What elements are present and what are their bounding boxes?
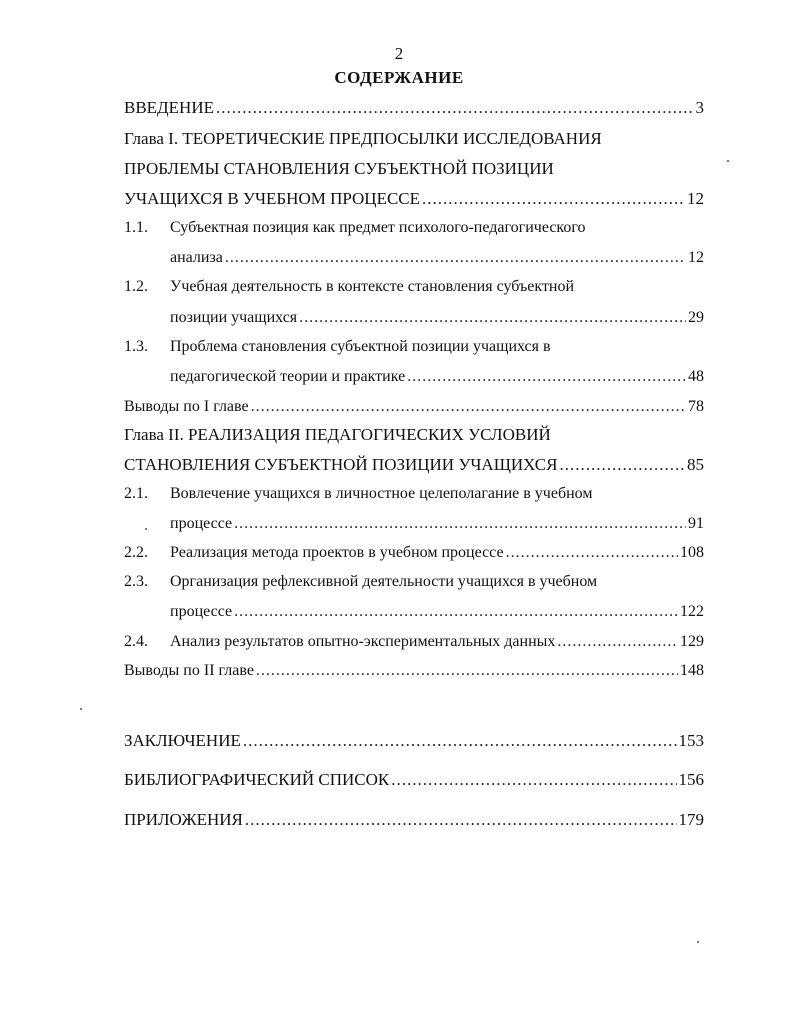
section-number: 1.1.: [124, 219, 148, 236]
toc-entry-appendix[interactable]: [124, 810, 704, 834]
dot-leader: [391, 770, 676, 790]
dot-leader: [256, 662, 678, 680]
toc-page-number: 129: [680, 633, 704, 650]
dot-leader: [506, 544, 678, 562]
toc-chapter1-line3[interactable]: [124, 189, 704, 213]
section-number: 2.4.: [124, 633, 148, 650]
scan-speck: [80, 708, 82, 710]
toc-entry-text: ЗАКЛЮЧЕНИЕ: [124, 731, 241, 750]
toc-entry-text: Учебная деятельность в контексте становления субъектной: [170, 278, 575, 295]
dot-leader: [245, 810, 677, 830]
dot-leader: [243, 731, 677, 751]
dot-leader: [234, 603, 678, 621]
toc-entry-text: Организация рефлексивной деятельности учащихся в учебном: [170, 573, 598, 590]
dot-leader: [216, 98, 694, 118]
toc-section-2-4[interactable]: [124, 633, 704, 657]
toc-entry-text: Выводы по II главе: [124, 662, 254, 679]
toc-page-number: 108: [680, 544, 704, 561]
toc-chapter1-line1[interactable]: Глава I. ТЕОРЕТИЧЕСКИЕ ПРЕДПОСЫЛКИ ИССЛЕДОВАНИЯ: [124, 129, 602, 148]
toc-entry-text: БИБЛИОГРАФИЧЕСКИЙ СПИСОК: [124, 770, 390, 789]
toc-section-2-2[interactable]: [124, 544, 704, 568]
section-number: 2.1.: [124, 485, 148, 502]
toc-section-2-1-line1[interactable]: [124, 485, 704, 509]
toc-page-number: 156: [678, 770, 704, 789]
page-title: СОДЕРЖАНИЕ: [334, 68, 464, 87]
toc-section-2-3-line2[interactable]: [124, 603, 704, 627]
toc-entry-text: Анализ результатов опытно-экспериментальных данных: [170, 633, 556, 650]
toc-entry-conclusions-2[interactable]: [124, 662, 704, 686]
toc-entry-text: УЧАЩИХСЯ В УЧЕБНОМ ПРОЦЕССЕ: [124, 189, 421, 208]
toc-entry-text: Выводы по I главе: [124, 398, 249, 415]
toc-section-2-1-line2[interactable]: [124, 515, 704, 539]
toc-entry-text: Проблема становления субъектной позиции учащихся в: [170, 338, 551, 355]
section-number: 2.2.: [124, 544, 148, 561]
toc-entry-text: Субъектная позиция как предмет психолого-педагогического: [170, 219, 586, 236]
toc-chapter2-line1[interactable]: Глава II. РЕАЛИЗАЦИЯ ПЕДАГОГИЧЕСКИХ УСЛОВИЙ: [124, 425, 551, 444]
toc-page-number: 153: [678, 731, 704, 750]
toc-section-1-3-line2[interactable]: [124, 368, 704, 392]
dot-leader: [225, 249, 686, 267]
toc-entry-text: ПРИЛОЖЕНИЯ: [124, 810, 243, 829]
section-number: 1.2.: [124, 278, 148, 295]
toc-page-number: 179: [678, 810, 704, 829]
toc-entry-intro[interactable]: [124, 98, 704, 122]
toc-entry-conclusion[interactable]: [124, 731, 704, 755]
toc-chapter1-line2[interactable]: ПРОБЛЕМЫ СТАНОВЛЕНИЯ СУБЪЕКТНОЙ ПОЗИЦИИ: [124, 159, 554, 178]
toc-entry-text: анализа: [170, 249, 223, 266]
toc-section-1-1-line1[interactable]: [124, 219, 704, 243]
scan-speck: [145, 528, 147, 530]
toc-page-number: 12: [687, 189, 704, 208]
dot-leader: [422, 189, 685, 209]
toc-entry-text: педагогической теории и практике: [170, 368, 406, 385]
toc-section-1-1-line2[interactable]: [124, 249, 704, 273]
page-number: 2: [394, 44, 404, 63]
toc-section-1-2-line1[interactable]: [124, 278, 704, 302]
toc-page-number: 91: [688, 515, 704, 532]
toc-section-1-3-line1[interactable]: [124, 338, 704, 362]
toc-entry-text: СТАНОВЛЕНИЯ СУБЪЕКТНОЙ ПОЗИЦИИ УЧАЩИХСЯ: [124, 455, 558, 474]
toc-page-number: 85: [687, 455, 704, 474]
toc-section-2-3-line1[interactable]: [124, 573, 704, 597]
dot-leader: [407, 368, 686, 386]
toc-page-number: 148: [680, 662, 704, 679]
scan-speck: [727, 160, 729, 162]
toc-entry-conclusions-1[interactable]: [124, 398, 704, 422]
toc-entry-text: Вовлечение учащихся в личностное целеполагание в учебном: [170, 485, 593, 502]
toc-entry-text: Реализация метода проектов в учебном процессе: [170, 544, 504, 561]
dot-leader: [234, 515, 686, 533]
toc-page-number: 78: [688, 398, 704, 415]
toc-section-1-2-line2[interactable]: [124, 309, 704, 333]
toc-page-number: 48: [688, 368, 704, 385]
section-number: 1.3.: [124, 338, 148, 355]
toc-entry-text: процессе: [170, 515, 233, 532]
dot-leader: [557, 633, 678, 651]
toc-entry-text: позиции учащихся: [170, 309, 298, 326]
toc-entry-text: ВВЕДЕНИЕ: [124, 98, 214, 117]
dot-leader: [559, 455, 685, 475]
dot-leader: [251, 398, 686, 416]
toc-chapter2-line2[interactable]: [124, 455, 704, 479]
toc-page-number: 12: [688, 249, 704, 266]
section-number: 2.3.: [124, 573, 148, 590]
toc-page-number: 29: [688, 309, 704, 326]
toc-entry-text: процессе: [170, 603, 233, 620]
toc-page-number: 122: [680, 603, 704, 620]
toc-entry-bibliography[interactable]: [124, 770, 704, 794]
scan-speck: [697, 941, 699, 943]
dot-leader: [299, 309, 686, 327]
toc-page-number: 3: [695, 98, 704, 117]
